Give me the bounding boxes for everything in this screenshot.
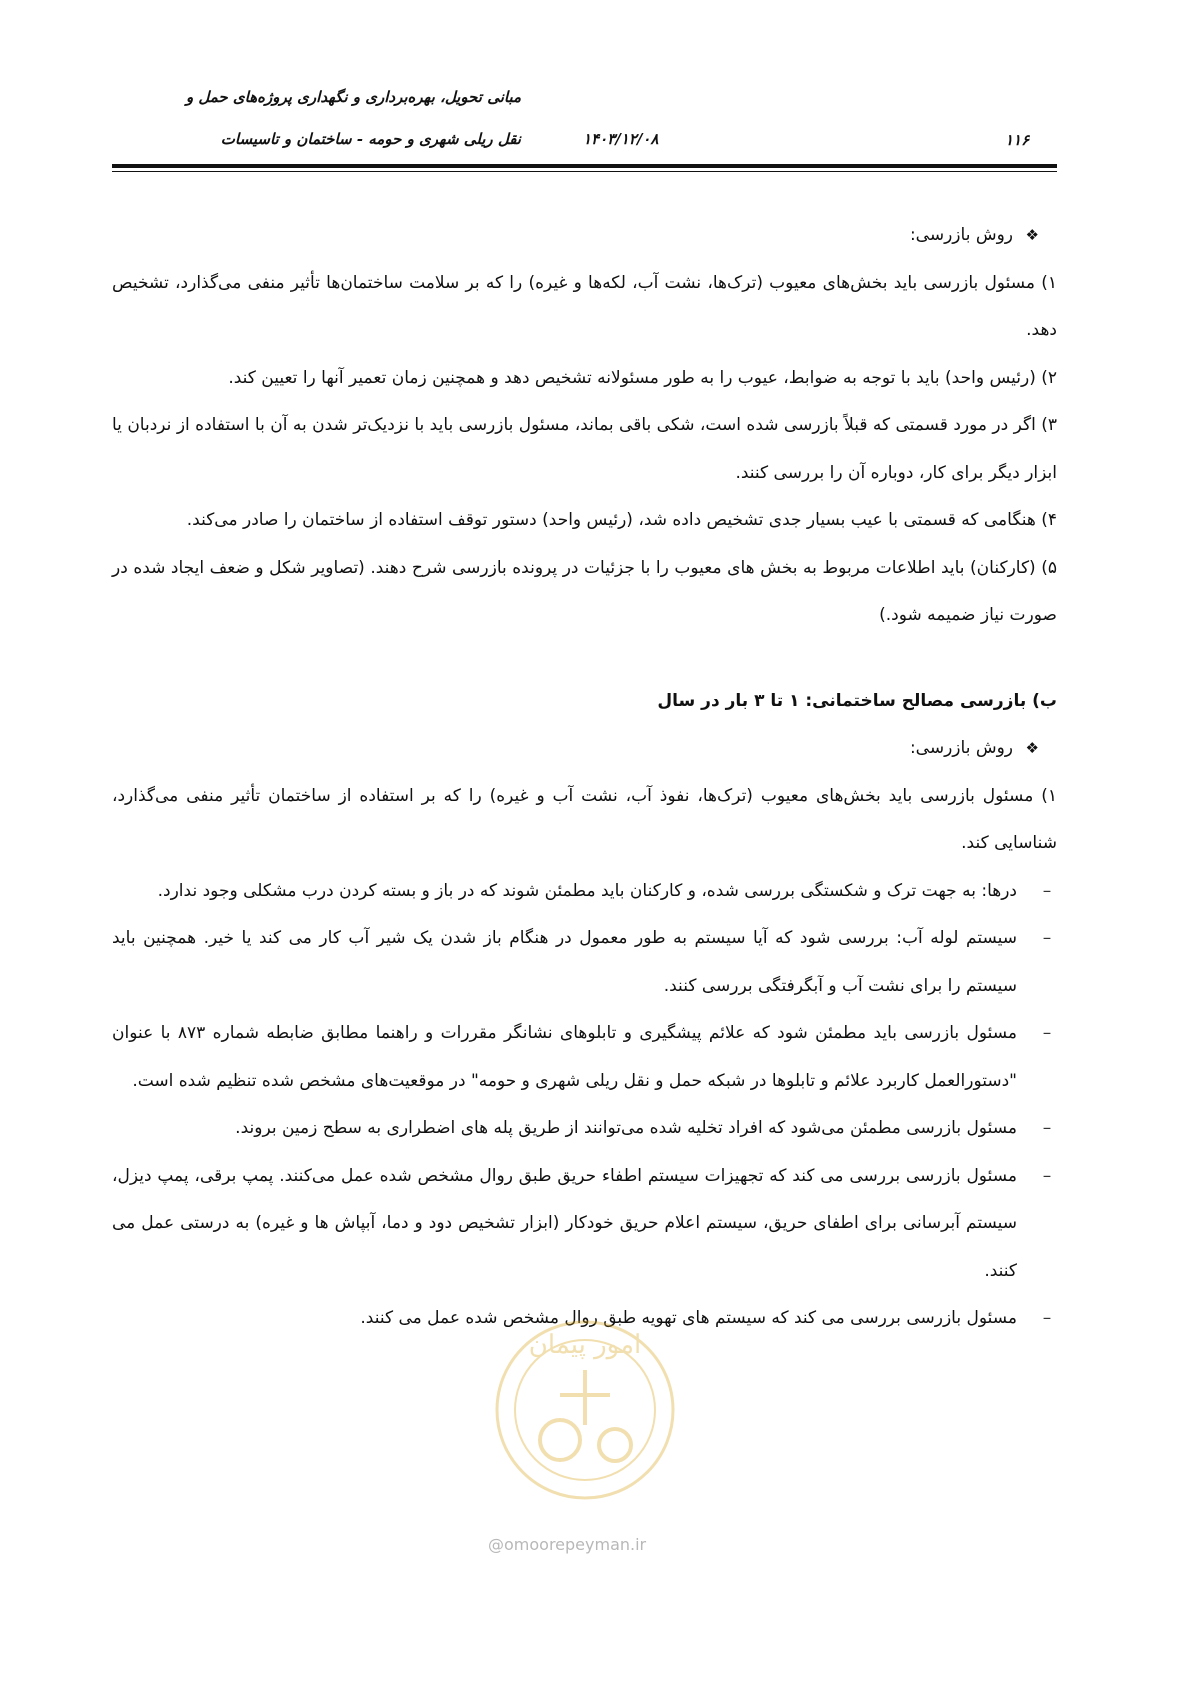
dash-bullet-icon: – [1042, 1308, 1052, 1328]
inspection-method-label: روش بازرسی: [909, 225, 1013, 245]
inspection-method-label: روش بازرسی: [909, 738, 1013, 758]
dash-list [112, 868, 1057, 1343]
list-item-text: مسئول بازرسی بررسی می کند که تجهیزات سیستم اطفاء حریق طبق روال مشخص شده عمل می‌کنند. پمپ برقی، پمپ دیزل، سیستم آبرسانی برای اطفای حریق، سیستم اعلام حریق خودکار (ابزار تشخیص دود و دما، آبپاش ها و غیره) به درستی عمل می کنند. [112, 1165, 1017, 1281]
list-item [112, 915, 1057, 1010]
list-item [112, 1010, 1057, 1105]
dash-bullet-icon: – [1042, 1118, 1052, 1138]
dash-bullet-icon: – [1042, 880, 1052, 901]
section-a-item-5: ۵) (کارکنان) باید اطلاعات مربوط به بخش های معیوب را با جزئیات در پرونده بازرسی شرح دهند. (تصاویر شکل و ضعف ایجاد شده در صورت نیاز ضمیمه شود.) [112, 557, 1057, 625]
header-rule-thin [112, 171, 1057, 172]
diamond-bullet-icon: ❖ [1025, 226, 1039, 244]
inspection-method-heading-b [112, 725, 1057, 773]
section-a-item-4: ۴) هنگامی که قسمتی با عیب بسیار جدی تشخیص داده شد، (رئیس واحد) دستور توقف استفاده از ساختمان را صادر می‌کند. [186, 510, 1057, 530]
inspection-method-heading [112, 212, 1057, 260]
list-item [112, 1105, 1057, 1153]
list-item [112, 868, 1057, 916]
section-a-item-2: ۲) (رئیس واحد) باید با توجه به ضوابط، عیوب را به طور مسئولانه تشخیص دهد و همچنین زمان تعمیر آنها را تعیین کند. [228, 367, 1057, 388]
header-date: ۱۴۰۳/۱۲/۰۸ [583, 130, 659, 148]
dash-bullet-icon: – [1042, 1165, 1052, 1186]
list-item [112, 1153, 1057, 1296]
dash-bullet-icon: – [1042, 928, 1052, 948]
page-number: ۱۱۶ [1005, 131, 1030, 149]
watermark-logo-text: امور پیمان [528, 1330, 642, 1360]
spacer [112, 640, 1057, 678]
list-item-text: مسئول بازرسی باید مطمئن شود که علائم پیشگیری و تابلوهای نشانگر مقررات و راهنما مطابق ضابطه شماره ۸۷۳ با عنوان "دستورالعمل کاربرد علائم و تابلوها در شبکه حمل و نقل ریلی شهری و حومه" در موقعیت‌های مشخص شده تنظیم شده است. [112, 1023, 1017, 1091]
section-b-heading: ب) بازرسی مصالح ساختمانی: ۱ تا ۳ بار در سال [657, 690, 1057, 711]
list-item-text: مسئول بازرسی بررسی می کند که سیستم های تهویه طبق روال مشخص شده عمل می کنند. [360, 1308, 1017, 1328]
list-item-text: درها: به جهت ترک و شکستگی بررسی شده، و کارکنان باید مطمئن شوند که در باز و بسته کردن درب مشکلی وجود ندارد. [157, 880, 1017, 901]
diamond-bullet-icon: ❖ [1025, 739, 1039, 757]
header-rule-thick [112, 164, 1057, 168]
list-item-text: مسئول بازرسی مطمئن می‌شود که افراد تخلیه شده می‌توانند از طریق پله های اضطراری به سطح زمین بروند. [235, 1118, 1017, 1138]
header-title-line2: نقل ریلی شهری و حومه - ساختمان و تاسیسات [220, 130, 521, 148]
watermark-site: @omoorepeyman.ir [488, 1535, 647, 1554]
list-item-text: سیستم لوله آب: بررسی شود که آیا سیستم به طور معمول در هنگام باز شدن یک شیر آب کار می کند یا خیر. همچنین باید سیستم را برای نشت آب و آبگرفتگی بررسی کنند. [112, 928, 1017, 996]
section-a-item-3: ۳) اگر در مورد قسمتی که قبلاً بازرسی شده است، شکی باقی بماند، مسئول بازرسی باید با نزدیک‌تر شدن به آن با استفاده از نردبان یا ابزار دیگر برای کار، دوباره آن را بررسی کنند. [112, 415, 1057, 483]
watermark-seal-icon [490, 1305, 680, 1505]
section-b-item-1: ۱) مسئول بازرسی باید بخش‌های معیوب (ترک‌ها، نفوذ آب، نشت آب و غیره) را که بر استفاده از ساختمان تأثیر منفی می‌گذارد، شناسایی کند. [112, 785, 1057, 853]
document-body [112, 212, 1057, 1343]
section-a-item-1: ۱) مسئول بازرسی باید بخش‌های معیوب (ترک‌ها، نشت آب، لکه‌ها و غیره) را که بر سلامت ساختمان‌ها تأثیر منفی می‌گذارد، تشخیص دهد. [112, 272, 1057, 340]
dash-bullet-icon: – [1042, 1023, 1052, 1043]
header-title-line1: مبانی تحویل، بهره‌برداری و نگهداری پروژه‌های حمل و [185, 88, 521, 106]
